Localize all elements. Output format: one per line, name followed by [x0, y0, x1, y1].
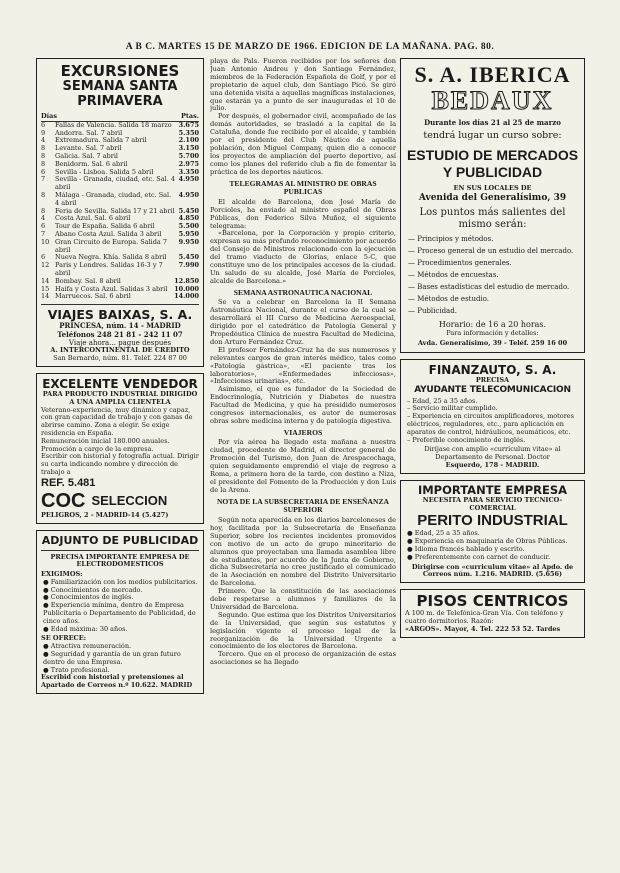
vendedor-l3: Remuneración inicial 180.000 anuales. Promoción a cargo de la empresa.	[41, 436, 170, 453]
se-ofrece: SE OFRECE:	[41, 634, 87, 643]
addr-4: A. INTERCONTINENTAL DE CREDITO	[50, 346, 190, 355]
excursion-name: Fallas de Valencia. Salida 18 marzo	[55, 120, 172, 129]
iberica-l5: Los puntos más salientes del mismo serán:	[419, 207, 566, 231]
perito-l1: NECESITA PARA SERVICIO TECNICO-COMERCIAL	[422, 495, 563, 512]
excursion-price: 3.150	[178, 144, 199, 153]
excursion-name: Benidorm. Sal. 6 abril	[55, 159, 128, 168]
list-item-text: Servicio militar cumplido.	[412, 404, 498, 413]
heading-semana: SEMANA ASTRONAUTICA NACIONAL	[233, 287, 373, 297]
excursion-price: 5.350	[178, 128, 199, 137]
article-p11: Segundo. Que estima que los Distritos Universitarios de la Universidad, que según sus estatutos y legislación vigente el proceso legal de la reorganización de la Universidad Urgente a conocimiento de los electores de Barcelona.	[210, 610, 396, 651]
list-item	[405, 437, 580, 445]
bullet-icon: —	[408, 295, 418, 304]
finanzauto-list	[405, 398, 580, 445]
excursion-name: Extremadura. Salida 7 abril	[55, 136, 147, 145]
bullet-icon: —	[408, 271, 418, 280]
addr-5: San Bernardo, núm. 81. Teléf. 224 87 00	[53, 354, 187, 363]
excursion-days: 6	[41, 120, 46, 129]
perito-ad	[400, 480, 585, 583]
excursion-name: Costa Azul. Sal. 6 abril	[55, 214, 131, 223]
excursion-price: 5.450	[178, 253, 199, 262]
vendedor-title: EXCELENTE VENDEDOR	[42, 376, 198, 391]
excursion-price: 12.850	[174, 276, 199, 285]
pisos-l2: «ARGOS». Mayor, 4. Tel. 222 53 52. Tardes	[405, 624, 561, 633]
iberica-l3: EN SUS LOCALES DE	[453, 184, 532, 193]
addr-1: PRINCESA, núm. 14 - MADRID	[59, 321, 181, 331]
excursion-price: 2.100	[178, 136, 199, 145]
excursion-name: Bombay. Sal. 8 abril	[55, 276, 121, 285]
iberica-ad	[400, 58, 585, 353]
fin-foot2: Esquerdo, 178 - MADRID.	[445, 460, 540, 469]
list-item	[41, 651, 199, 667]
list-item-text: Seguridad y garantía de un gran futuro dentro de una Empresa.	[43, 650, 181, 666]
vendedor-l1: PARA PRODUCTO INDUSTRIAL DIRIGIDO A UNA AMPLIA CLIENTELA	[42, 389, 198, 406]
excursion-days: 6	[41, 167, 46, 176]
list-item-text: Principios y métodos.	[417, 235, 494, 244]
finanzauto-title: FINANZAUTO, S. A.	[428, 362, 557, 377]
article-p8: Por vía aérea ha llegado esta mañana a nuestra ciudad, procedente de Madrid, el director general de Promoción del Turismo, don Juan de Arespacochaga, quien seguidamente emprendió el viaje de regreso a Roma, a primera hora de la tarde, con destino a Niza, el presidente del Fomento de la Producción y don Luis de la Arena.	[210, 438, 396, 494]
bullet-icon: ●	[43, 593, 51, 602]
excursion-name: Levante. Sal. 7 abril	[55, 144, 122, 153]
list-item-text: Trato profesional.	[50, 665, 110, 674]
list-item-text: Métodos de encuestas.	[417, 271, 499, 280]
precisa: PRECISA	[475, 375, 510, 384]
vendedor-ref: REF. 5.481	[41, 476, 96, 489]
list-item	[405, 554, 580, 562]
estudio-title: ESTUDIO DE MERCADOS	[406, 147, 579, 164]
col-dias: Días	[41, 112, 57, 120]
bullet-icon: ●	[43, 642, 51, 651]
excursion-price: 5.700	[178, 151, 199, 160]
list-item-text: Conocimientos de inglés.	[50, 593, 134, 602]
bullet-icon: ●	[407, 544, 415, 553]
heading-nota: NOTA DE LA SUBSECRETARIA DE ENSEÑANZA SUPERIOR	[216, 496, 390, 515]
exigimos: EXIGIMOS:	[41, 570, 83, 579]
article-p6: El profesor Fernández-Cruz ha de sus numerosos y relevantes cargos de gran interés médico, tales como «Patología gástrica», «El paciente tras los laboratorios», «Enfermedades infecciosas», «Infecciones urinarias», etc.	[210, 345, 396, 386]
excursion-price: 4.950	[178, 175, 199, 184]
article-p12: Tercero. Que en el proceso de organización de estas asociaciones se ha llegado	[210, 650, 396, 667]
col-ptas: Ptas.	[180, 112, 199, 120]
perito-foot: Dirigirse con «curriculum vitae» al Apdo. de Correos núm. 1.216. MADRID. (5.656)	[411, 562, 574, 579]
excursion-name: Nueva Negra. Khía. Salida 8 abril	[55, 253, 167, 262]
excursion-days: 14	[41, 276, 50, 285]
excursion-name: Tour de España. Salida 6 abril	[55, 222, 155, 231]
excursion-name: París y Londres. Salidas 16-3 y 7 abril	[55, 261, 163, 277]
excursion-price: 10.000	[174, 284, 199, 293]
excursion-days: 9	[41, 128, 46, 137]
list-item	[406, 307, 579, 316]
excursion-days: 8	[41, 190, 46, 199]
bullet-icon: ●	[407, 552, 415, 561]
adjunto-l1: PRECISA IMPORTANTE EMPRESA DE ELECTRODOMESTICOS	[50, 552, 190, 569]
article-p3: El alcalde de Barcelona, don José María de Porcioles, ha enviado al ministro español de Obras Públicas, don Federico Silva Muñoz, el siguiente telegrama:	[210, 197, 396, 230]
coc-logo	[41, 490, 199, 512]
iberica-addr: Avda. Generalísimo, 39 - Teléf. 259 16 00	[417, 339, 568, 347]
bullet-icon: –	[407, 435, 413, 444]
excursion-price: 14.000	[174, 292, 199, 301]
bullet-icon: —	[408, 235, 418, 244]
excursion-days: 14	[41, 292, 50, 301]
list-item	[405, 413, 580, 436]
adjunto-title: ADJUNTO DE PUBLICIDAD	[41, 533, 199, 547]
list-item-text: Conocimientos de mercado.	[50, 585, 143, 594]
perito-title: PERITO INDUSTRIAL	[417, 512, 568, 530]
excursion-days: 7	[41, 175, 46, 184]
page-header: A B C. MARTES 15 DE MARZO DE 1966. EDICION DE LA MAÑANA. PAG. 80.	[125, 42, 495, 52]
adjunto-ad	[36, 530, 204, 695]
bullet-icon: –	[407, 404, 413, 413]
iberica-list	[406, 235, 579, 316]
excursion-price: 2.975	[178, 159, 199, 168]
excursion-name: Haifa y Costa Azul. Salidas 3 abril	[55, 284, 168, 293]
heading-viajeros: VIAJEROS	[283, 427, 323, 437]
perito-list	[405, 530, 580, 561]
addr-3: Viaje ahora... pague después	[68, 338, 172, 347]
article-p4: «Barcelona, por la Corporación y propio criterio, expresan su más profundo reconocimiento por acuerdo del Consejo de Ministros relacionado con la ejecución del tramo viaducto de Glorias, enlace 5-C, que constituye uno de los principales accesos de la ciudad. Un saludo de su alcalde, José María de Porcioles, alcalde de Barcelona.»	[210, 229, 396, 285]
bullet-icon: ●	[43, 665, 51, 674]
list-item-text: Idioma francés hablado y escrito.	[414, 544, 525, 553]
excursion-days: 6	[41, 222, 46, 231]
ayudante-title: AYUDANTE TELECOMUNICACION	[414, 384, 571, 395]
publicidad-title: Y PUBLICIDAD	[442, 164, 543, 181]
iberica-l2: tendrá lugar un curso sobre:	[423, 130, 562, 142]
excursion-days: 10	[41, 237, 50, 246]
list-item-text: Edad, 25 a 35 años.	[412, 396, 478, 405]
vendedor-l4: Escribir con historial y fotografía actual. Dirigir su carta indicando nombre y dirección de trabajo a	[41, 452, 199, 476]
list-item-text: Experiencia en maquinaria de Obras Públicas.	[414, 537, 568, 546]
list-item	[406, 247, 579, 256]
list-item-text: Bases estadísticas del estudio de mercado.	[417, 283, 570, 292]
list-item-text: Publicidad.	[417, 307, 457, 316]
list-item	[406, 259, 579, 268]
excursion-days: 8	[41, 159, 46, 168]
list-item	[406, 295, 579, 304]
pisos-ad	[400, 589, 585, 637]
heading-telegramas: TELEGRAMAS AL MINISTRO DE OBRAS PUBLICAS	[229, 178, 377, 197]
coc: COC	[41, 489, 86, 512]
exigimos-list	[41, 579, 199, 634]
article-p2: Por después, el gobernador civil, acompañado de las demás autoridades, se trasladó a la capital de la Cataluña, donde fue recibido por el alcalde, y también por el presidente del Club Náutico de aquella población, don Miguel Company, quien dio a conocer los proyectos de ampliación del puerto deportivo, así como los planes del referido club a fin de fomentar la práctica de los deportes náuticos.	[210, 112, 396, 176]
bullet-icon: ●	[43, 585, 51, 594]
bullet-icon: —	[408, 283, 418, 292]
list-item-text: Preferentemente con carnet de conducir.	[414, 552, 551, 561]
excursion-name: Galicia. Sal. 7 abril	[55, 151, 118, 160]
excursion-days: 8	[41, 151, 46, 160]
article-p9: Según nota aparecida en los diarios barceloneses de hoy, facilitada por la Subsecretaría de Enseñanza Superior, sobre los recientes incidentes promovidos con motivo de un acto de grupo minoritario de alumnos que proyectaban una llamada asamblea libre de estudiantes, por acuerdo de la Junta de Gobierno, dicha Subsecretaría no cree justificado el comunicado de la Asociación en nombre del Distrito Universitario de Barcelona.	[210, 515, 396, 588]
excursion-name: Marruecos. Sal. 6 abril	[55, 292, 131, 301]
list-item-text: Procedimientos generales.	[417, 259, 512, 268]
list-item-text: Preferible conocimiento de inglés.	[412, 435, 526, 444]
bullet-icon: ●	[407, 537, 415, 546]
list-item-text: Edad, 25 a 35 años.	[414, 529, 480, 538]
article-p7: Asimismo, el que es fundador de la Sociedad de Endocrinología, Nutrición y Diabetes de nuestra Facultad de Medicina, y que ha presidido numerosos congresos internacionales, es autor de numerosas obras sobre medicina interna y de patología digestiva.	[210, 385, 396, 425]
bullet-icon: ●	[43, 624, 51, 633]
excursion-name: Feria de Sevilla. Salida 17 y 21 abril	[55, 206, 175, 215]
fin-foot1: Diríjase con amplio «curriculum vitae» al Departamento de Personal. Doctor	[424, 445, 561, 462]
iberica-title: S. A. IBERICA	[414, 62, 571, 87]
list-item-text: Edad máxima: 30 años.	[50, 624, 128, 633]
excursiones-subtitle2: PRIMAVERA	[77, 94, 163, 109]
list-item-text: Familiarización con los medios publicitarios.	[50, 577, 198, 586]
article-p10: Primero. Que la constitución de las asociaciones debe respetarse a alumnos y familiares de la Universidad de Barcelona.	[210, 587, 396, 611]
excursion-days: 4	[41, 136, 46, 145]
vendedor-l2: Veterano-experiencia, muy dinámico y capaz, con gran capacidad de trabajo y con ganas de abrirse camino. Zona a elegir. Se exige residencia en España.	[41, 405, 193, 437]
excursiones-subtitle: SEMANA SANTA	[62, 79, 178, 94]
excursion-name: Sevilla - Lisboa. Salida 5 abril	[55, 167, 154, 176]
excursion-name: Abano Costa Azul. Salida 3 abril	[55, 229, 162, 238]
excursion-price: 3.675	[178, 120, 199, 129]
list-item	[41, 626, 199, 634]
horario: Horario: de 16 a 20 horas.	[438, 320, 547, 330]
excursion-price: 4.850	[178, 214, 199, 223]
list-item	[406, 271, 579, 280]
excursion-price: 5.950	[178, 229, 199, 238]
excursion-price: 5.500	[178, 222, 199, 231]
iberica-l4: Avenida del Generalísimo, 39	[418, 193, 567, 204]
vendedor-ad	[36, 373, 204, 524]
bullet-icon: —	[408, 307, 418, 316]
list-item	[406, 283, 579, 292]
excursion-price: 5.450	[178, 206, 199, 215]
bullet-icon: —	[408, 247, 418, 256]
excursion-row	[41, 239, 199, 255]
list-item-text: Métodos de estudio.	[417, 295, 490, 304]
list-item	[406, 235, 579, 244]
pisos-title: PISOS CENTRICOS	[416, 592, 569, 611]
viajes-baixas: VIAJES BAIXAS, S. A.	[47, 307, 193, 323]
list-item-text: Experiencia en circuitos amplificadores, motores eléctricos, reguladores, etc., para aplicación en aparatos de control, hidráulicos, neumáticos, etc.	[407, 412, 574, 436]
ofrece-list	[41, 643, 199, 674]
excursion-row	[41, 262, 199, 278]
excursion-name: Andorra. Sal. 7 abril	[55, 128, 123, 137]
excursion-days: 12	[41, 261, 50, 270]
bullet-icon: –	[407, 412, 413, 421]
info: Para información y detalles:	[446, 329, 539, 338]
excursion-price: 9.950	[178, 237, 199, 246]
bedaux-title: BEDAUX	[431, 86, 554, 115]
pisos-l1: A 100 m. de Telefónica-Gran Vía. Con teléfono y cuatro dormitorios. Razón:	[405, 609, 564, 625]
excursion-days: 7	[41, 229, 46, 238]
excursiones-title: EXCURSIONES	[60, 62, 180, 80]
excursion-days: 4	[41, 214, 46, 223]
excursion-days: 8	[41, 144, 46, 153]
excursion-row	[41, 293, 199, 301]
excursion-price: 4.950	[178, 190, 199, 199]
bullet-icon: –	[407, 396, 413, 405]
column-right	[400, 58, 585, 638]
bullet-icon: ●	[43, 650, 51, 659]
excursion-days: 15	[41, 284, 50, 293]
list-item	[41, 602, 199, 625]
excursiones-ad	[36, 58, 204, 367]
seleccion: SELECCION	[91, 493, 168, 509]
iberica-l1: Durante los días 21 al 25 de marzo	[424, 118, 561, 127]
finanzauto-ad	[400, 359, 585, 474]
vendedor-addr: PELIGROS, 2 - MADRID-14 (5.427)	[41, 510, 169, 519]
addr-2: Teléfonos 248 21 81 - 242 11 07	[57, 329, 183, 339]
excursion-days: 6	[41, 253, 46, 262]
article-p1: playa de Pals. Fueron recibidos por los señores don Juan Antonio Andreu y don Santiago Fernández, miembros de la Federación Española de Golf, y por el propietario de aquel club, don Santiago Picó. Se giró una detenida visita a aquellas magníficas instalaciones, que estarán ya a punto de ser inauguradas el 10 de julio.	[210, 58, 396, 113]
excursiones-list	[41, 122, 199, 301]
list-item-text: Atractiva remuneración.	[50, 642, 132, 651]
bullet-icon: —	[408, 259, 418, 268]
bullet-icon: ●	[43, 601, 51, 610]
excursion-price: 7.990	[178, 261, 199, 270]
column-middle	[210, 58, 396, 667]
list-item-text: Proceso general de un estudio del mercado.	[417, 247, 574, 256]
adjunto-foot: Escribid con historial y pretensiones al Apartado de Correos n.º 10.622. MADRID	[41, 673, 193, 690]
excursion-name: Málaga - Granada, ciudad, etc. Sal. 4 abril	[55, 190, 172, 207]
article-p5: Se va a celebrar en Barcelona la II Semana Astronáutica Nacional, durante el curso de la cual se desarrollará el III Curso de Medicina Aeroespacial, dirigido por el catedrático de Patología General y Propedéutica Clínica de nuestra Facultad de Medicina, don Arturo Fernández Cruz.	[210, 298, 396, 346]
perito-empresa: IMPORTANTE EMPRESA	[417, 482, 568, 497]
list-item-text: Experiencia mínima, dentro de Empresa Publicitaria o Departamento de Publicidad, de cinco años.	[43, 601, 196, 625]
bullet-icon: ●	[43, 577, 51, 586]
excursion-name: Sevilla - Granada, ciudad, etc. Sal. 4 abril	[55, 175, 175, 192]
excursion-row	[41, 176, 199, 192]
bullet-icon: ●	[407, 529, 415, 538]
excursion-name: Gran Circuito de Europa. Salida 7 abril	[55, 237, 168, 254]
excursion-row	[41, 192, 199, 208]
column-left	[36, 58, 204, 700]
excursion-days: 8	[41, 206, 46, 215]
excursion-price: 3.350	[178, 167, 199, 176]
